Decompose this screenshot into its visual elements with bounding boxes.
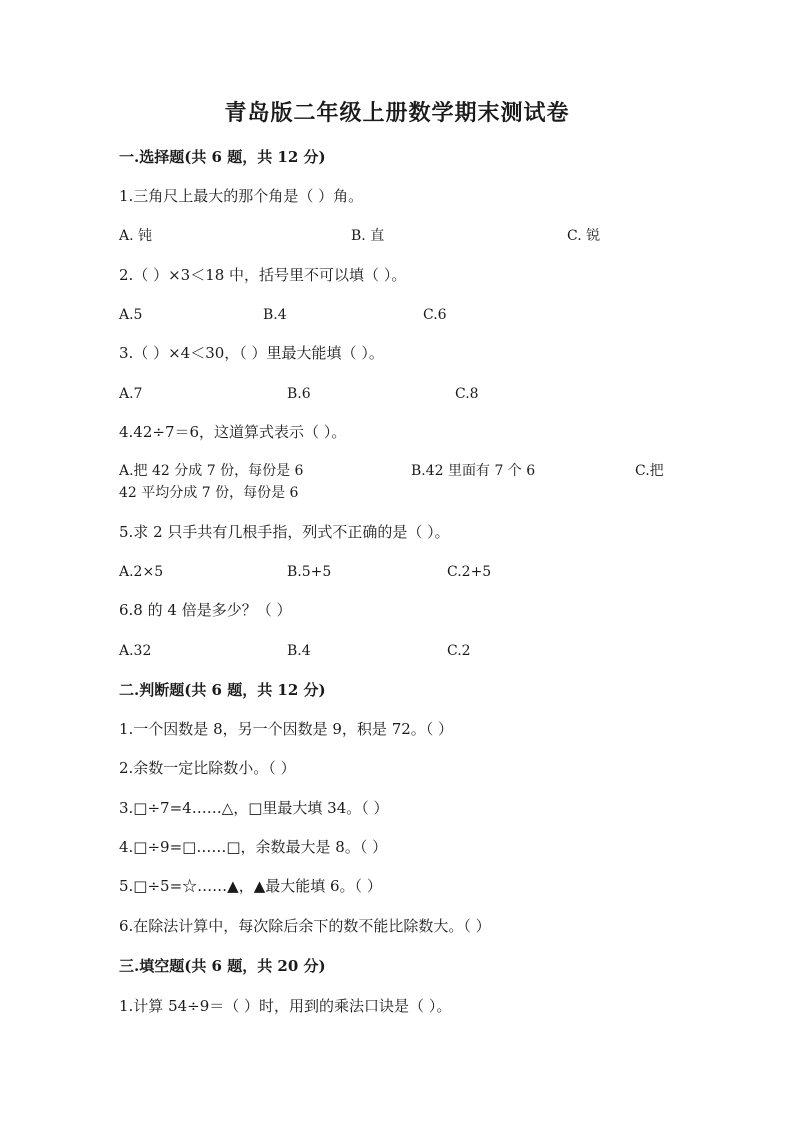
question-text: 1.计算 54÷9＝（ ）时，用到的乘法口诀是（ ）。 — [119, 997, 452, 1015]
question-text: 3.□÷7=4……△，□里最大填 34。（ ） — [119, 799, 389, 817]
option-c: C.2+5 — [447, 564, 492, 580]
option-continuation: 42 平均分成 7 份，每份是 6 — [119, 485, 299, 501]
option-c: C.8 — [455, 386, 479, 402]
option-b: B. 直 — [351, 228, 385, 244]
question-text: 6.8 的 4 倍是多少？（ ） — [119, 601, 292, 619]
option-b: B.5+5 — [287, 564, 332, 580]
question-text: 2.（ ）×3＜18 中，括号里不可以填（ ）。 — [119, 266, 407, 284]
section-heading-judgement: 二.判断题(共 6 题，共 12 分) — [119, 681, 326, 699]
option-b: B.6 — [287, 386, 311, 402]
option-a: A.32 — [119, 643, 152, 659]
question-text: 1.三角尺上最大的那个角是（ ）角。 — [119, 187, 364, 205]
option-b: B.42 里面有 7 个 6 — [411, 463, 536, 479]
option-a: A.5 — [119, 307, 143, 323]
section-heading-choice: 一.选择题(共 6 题，共 12 分) — [119, 148, 326, 166]
option-c: C.6 — [423, 307, 447, 323]
question-text: 3.（ ）×4＜30，（ ）里最大能填（ ）。 — [119, 344, 384, 362]
option-c: C.2 — [447, 643, 471, 659]
question-text: 1.一个因数是 8，另一个因数是 9，积是 72。（ ） — [119, 720, 454, 738]
section-heading-fill-in: 三.填空题(共 6 题，共 20 分) — [119, 957, 326, 975]
question-text: 2.余数一定比除数小。（ ） — [119, 759, 296, 777]
option-b: B.4 — [263, 307, 287, 323]
option-b: B.4 — [287, 643, 311, 659]
question-text: 5.求 2 只手共有几根手指，列式不正确的是（ ）。 — [119, 523, 450, 541]
option-a: A.2×5 — [119, 564, 164, 580]
option-a: A. 钝 — [119, 228, 153, 244]
option-a: A.把 42 分成 7 份，每份是 6 — [119, 463, 304, 479]
question-text: 4.42÷7＝6，这道算式表示（ ）。 — [119, 423, 347, 441]
option-a: A.7 — [119, 386, 143, 402]
page-title: 青岛版二年级上册数学期末测试卷 — [224, 100, 570, 126]
option-c: C. 锐 — [567, 228, 601, 244]
question-text: 5.□÷5=☆……▲，▲最大能填 6。（ ） — [119, 877, 382, 895]
question-text: 6.在除法计算中，每次除后余下的数不能比除数大。（ ） — [119, 917, 491, 935]
question-text: 4.□÷9=□……□，余数最大是 8。（ ） — [119, 838, 388, 856]
option-c: C.把 — [635, 463, 664, 479]
